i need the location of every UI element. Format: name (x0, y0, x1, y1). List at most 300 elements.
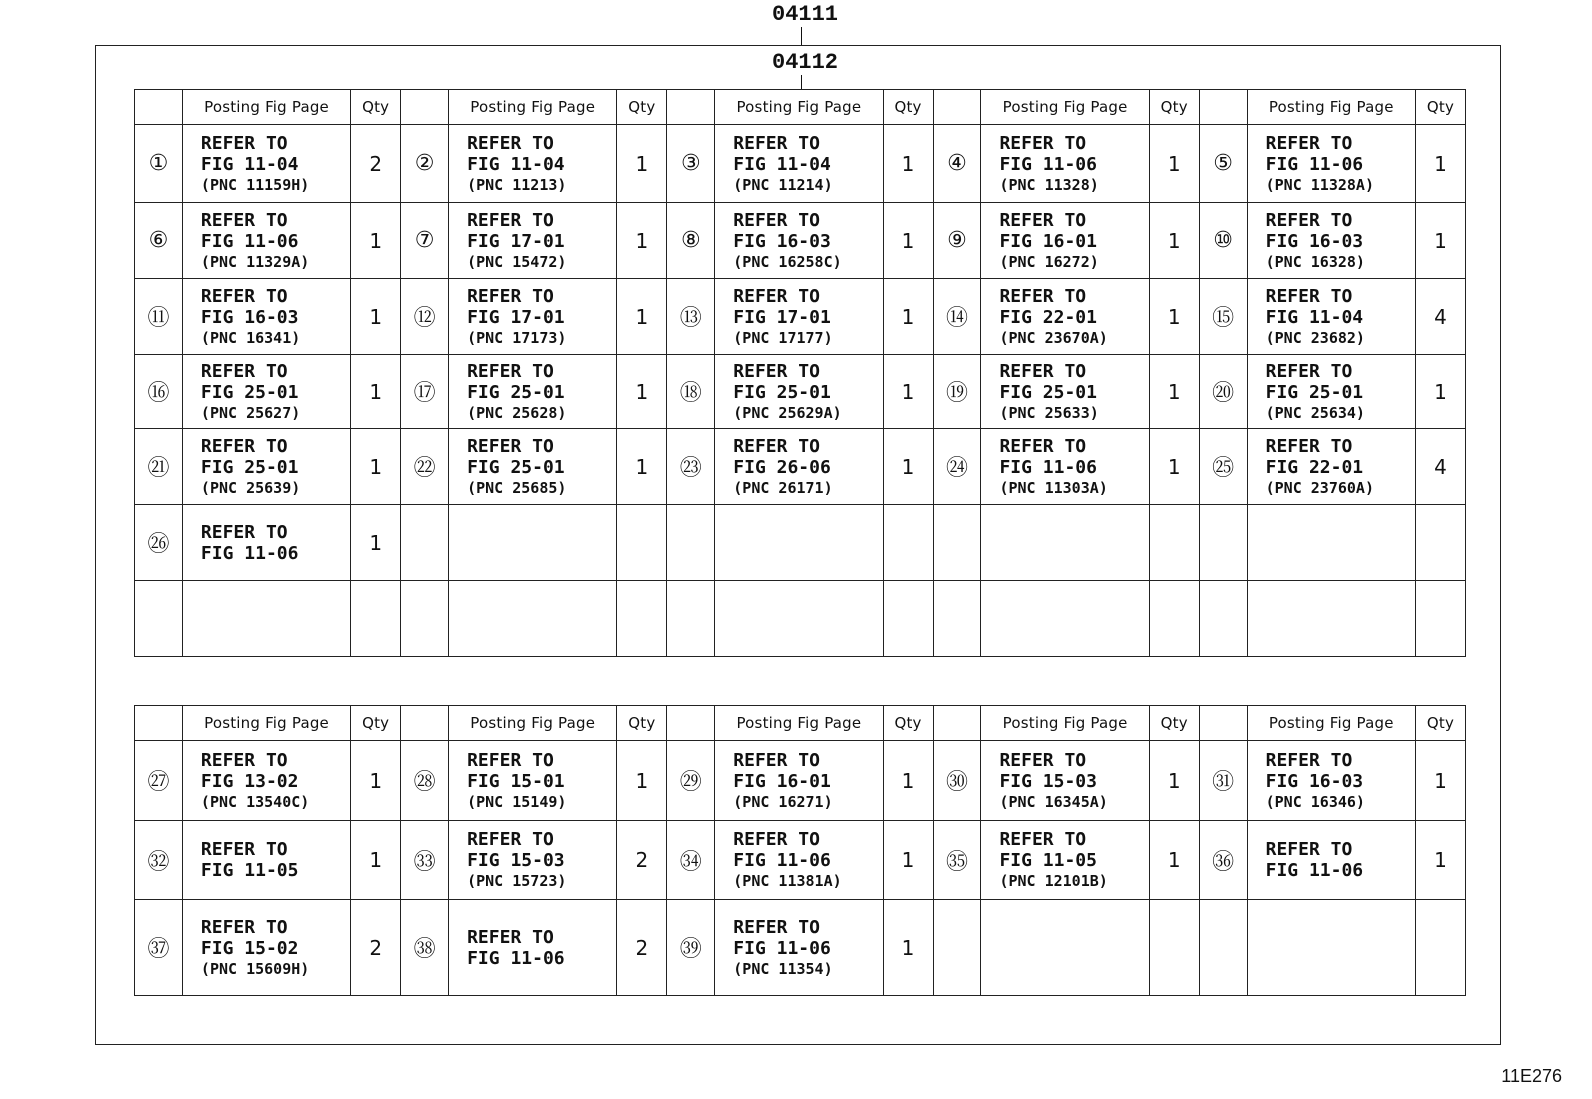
fig-page-text: FIG 17-01 (733, 306, 831, 328)
fig-reference-cell (449, 429, 617, 505)
qty-value: 1 (617, 279, 667, 355)
header-qty: Qty (1149, 706, 1199, 741)
fig-reference-cell (449, 741, 617, 821)
fig-page-text: FIG 25-01 (200, 381, 299, 403)
header-qty: Qty (883, 706, 933, 741)
pnc-text: (PNC 25685) (467, 478, 567, 497)
qty-value: 1 (1149, 741, 1199, 821)
header-qty: Qty (617, 90, 667, 125)
fig-reference-cell (182, 821, 350, 900)
qty-value: 1 (883, 429, 933, 505)
fig-page-text: FIG 25-01 (467, 381, 565, 403)
callout-number: ㉘ (401, 741, 449, 821)
qty-value: 1 (351, 429, 401, 505)
qty-value: 1 (351, 821, 401, 900)
fig-page-text: FIG 22-01 (999, 306, 1097, 328)
header-number-cell (135, 706, 183, 741)
refer-to-text: REFER TO (467, 926, 554, 948)
callout-number: ㉙ (667, 741, 715, 821)
pnc-text: (PNC 25629A) (733, 403, 842, 422)
qty-value: 1 (1149, 821, 1199, 900)
pnc-text: (PNC 15609H) (200, 959, 310, 978)
fig-reference-cell (182, 125, 350, 203)
qty-value: 1 (351, 279, 401, 355)
refer-to-text: REFER TO (1265, 749, 1353, 771)
fig-reference-cell (182, 429, 350, 505)
refer-to-text: REFER TO (1265, 285, 1353, 307)
callout-number: ⑲ (933, 355, 981, 429)
callout-number (1199, 505, 1247, 581)
callout-number: ㉚ (933, 741, 981, 821)
fig-reference-cell (981, 581, 1149, 657)
header-number-cell (401, 706, 449, 741)
callout-number: ㊳ (401, 900, 449, 996)
callout-number: ② (401, 125, 449, 203)
fig-reference-cell (182, 581, 350, 657)
fig-reference-cell (1247, 505, 1415, 581)
callout-number: ㉖ (135, 505, 183, 581)
fig-page-text: FIG 25-01 (1265, 381, 1364, 403)
pnc-text: (PNC 25639) (200, 478, 301, 497)
fig-reference-cell (182, 279, 350, 355)
callout-number: ③ (667, 125, 715, 203)
fig-page-text: FIG 11-04 (1265, 306, 1364, 328)
refer-to-text: REFER TO (467, 435, 554, 457)
fig-page-text: FIG 11-05 (200, 860, 299, 881)
callout-number (667, 505, 715, 581)
pnc-text: (PNC 11328) (999, 175, 1099, 194)
callout-number: ㉒ (401, 429, 449, 505)
fig-page-text: FIG 25-01 (467, 456, 565, 478)
qty-value (1149, 900, 1199, 996)
fig-reference-cell (715, 900, 883, 996)
callout-number: ㉗ (135, 741, 183, 821)
qty-value: 1 (1415, 821, 1465, 900)
fig-reference-cell (449, 279, 617, 355)
refer-to-text: REFER TO (999, 132, 1087, 154)
pnc-text: (PNC 23682) (1265, 328, 1365, 347)
pnc-text: (PNC 25634) (1265, 403, 1365, 422)
callout-number: ⑳ (1199, 355, 1247, 429)
fig-reference-cell (981, 355, 1149, 429)
qty-value: 2 (617, 821, 667, 900)
callout-number (1199, 581, 1247, 657)
pnc-text: (PNC 11303A) (999, 478, 1108, 497)
fig-reference-cell (1247, 125, 1415, 203)
refer-to-text: REFER TO (733, 435, 820, 457)
callout-number: ⑬ (667, 279, 715, 355)
fig-reference-cell (1247, 900, 1415, 996)
fig-reference-cell (715, 279, 883, 355)
header-qty: Qty (1149, 90, 1199, 125)
refer-to-text: REFER TO (733, 916, 820, 938)
refer-to-text: REFER TO (467, 132, 554, 154)
callout-number: ㉔ (933, 429, 981, 505)
fig-reference-cell (182, 741, 350, 821)
qty-value: 1 (883, 279, 933, 355)
refer-to-text: REFER TO (1265, 435, 1353, 457)
qty-value (1149, 581, 1199, 657)
qty-value: 1 (617, 203, 667, 279)
qty-value: 1 (351, 505, 401, 581)
fig-reference-cell (449, 821, 617, 900)
header-number-cell (1199, 90, 1247, 125)
fig-page-text: FIG 22-01 (1265, 456, 1364, 478)
fig-page-text: FIG 11-04 (200, 153, 299, 175)
table-row (135, 581, 1466, 657)
refer-to-text: REFER TO (1265, 360, 1353, 382)
qty-value: 1 (1149, 125, 1199, 203)
fig-page-text: FIG 15-03 (467, 850, 565, 871)
refer-to-text: REFER TO (467, 360, 554, 382)
qty-value (1415, 900, 1465, 996)
refer-to-text: REFER TO (733, 132, 820, 154)
qty-value (1149, 505, 1199, 581)
callout-number: ㉝ (401, 821, 449, 900)
header-posting-fig-page: Posting Fig Page (449, 90, 617, 125)
pnc-text: (PNC 16346) (1265, 792, 1365, 811)
fig-reference-cell (981, 505, 1149, 581)
callout-number (933, 900, 981, 996)
refer-to-text: REFER TO (467, 829, 554, 850)
qty-value: 1 (1415, 741, 1465, 821)
pnc-text: (PNC 11354) (733, 959, 833, 978)
callout-number: ⑤ (1199, 125, 1247, 203)
header-qty: Qty (1415, 706, 1465, 741)
qty-value: 1 (883, 900, 933, 996)
qty-value: 4 (1415, 279, 1465, 355)
callout-number: ⑰ (401, 355, 449, 429)
fig-page-text: FIG 11-06 (1265, 860, 1364, 881)
table-row (135, 741, 1466, 821)
fig-page-text: FIG 16-01 (999, 230, 1097, 252)
refer-to-text: REFER TO (200, 360, 288, 382)
qty-value: 1 (1149, 355, 1199, 429)
pnc-text: (PNC 25628) (467, 403, 567, 422)
header-posting-fig-page: Posting Fig Page (715, 706, 883, 741)
outer-assembly-number: 04111 (772, 2, 839, 27)
fig-reference-cell (715, 505, 883, 581)
qty-value: 1 (883, 203, 933, 279)
fig-page-text: FIG 11-06 (999, 456, 1097, 478)
qty-value: 1 (351, 355, 401, 429)
pnc-text: (PNC 16258C) (733, 252, 842, 271)
pnc-text: (PNC 25627) (200, 403, 301, 422)
fig-page-text: FIG 16-03 (200, 306, 299, 328)
callout-number: ⑮ (1199, 279, 1247, 355)
refer-to-text: REFER TO (733, 209, 820, 231)
fig-page-text: FIG 11-06 (999, 153, 1097, 175)
fig-page-text: FIG 11-04 (467, 153, 565, 175)
qty-value: 2 (351, 125, 401, 203)
pnc-text: (PNC 11381A) (733, 872, 842, 890)
qty-value: 1 (1149, 279, 1199, 355)
fig-reference-cell (1247, 203, 1415, 279)
pnc-text: (PNC 15149) (467, 792, 567, 811)
qty-value: 1 (617, 741, 667, 821)
header-qty: Qty (351, 90, 401, 125)
fig-page-text: FIG 25-01 (999, 381, 1097, 403)
fig-reference-cell (449, 203, 617, 279)
callout-number: ㉓ (667, 429, 715, 505)
fig-reference-cell (981, 125, 1149, 203)
fig-page-text: FIG 16-03 (1265, 230, 1364, 252)
header-number-cell (933, 90, 981, 125)
header-posting-fig-page: Posting Fig Page (715, 90, 883, 125)
fig-reference-cell (715, 741, 883, 821)
fig-page-text: FIG 25-01 (733, 381, 831, 403)
header-number-cell (1199, 706, 1247, 741)
header-qty: Qty (351, 706, 401, 741)
qty-value: 4 (1415, 429, 1465, 505)
header-number-cell (135, 90, 183, 125)
header-number-cell (933, 706, 981, 741)
table-row (135, 821, 1466, 900)
fig-reference-cell (449, 125, 617, 203)
fig-page-text: FIG 11-06 (467, 947, 565, 969)
fig-page-text: FIG 16-03 (1265, 770, 1364, 792)
header-posting-fig-page: Posting Fig Page (1247, 90, 1415, 125)
callout-number: ④ (933, 125, 981, 203)
fig-reference-cell (1247, 429, 1415, 505)
header-posting-fig-page: Posting Fig Page (981, 706, 1149, 741)
fig-reference-cell (449, 505, 617, 581)
callout-number: ⑩ (1199, 203, 1247, 279)
refer-to-text: REFER TO (733, 360, 820, 382)
pnc-text: (PNC 23760A) (1265, 478, 1374, 497)
callout-number: ㉕ (1199, 429, 1247, 505)
qty-value: 1 (883, 821, 933, 900)
pnc-text: (PNC 11214) (733, 175, 833, 194)
refer-to-text: REFER TO (1265, 839, 1353, 860)
header-posting-fig-page: Posting Fig Page (1247, 706, 1415, 741)
table-row (135, 900, 1466, 996)
refer-to-text: REFER TO (999, 829, 1087, 850)
parts-reference-table-2 (134, 705, 1466, 996)
fig-page-text: FIG 16-01 (733, 770, 831, 792)
qty-value: 1 (1415, 125, 1465, 203)
refer-to-text: REFER TO (200, 916, 288, 938)
header-qty: Qty (1415, 90, 1465, 125)
fig-page-text: FIG 25-01 (200, 456, 299, 478)
header-qty: Qty (883, 90, 933, 125)
refer-to-text: REFER TO (200, 839, 288, 860)
fig-reference-cell (981, 429, 1149, 505)
refer-to-text: REFER TO (733, 829, 820, 850)
pnc-text: (PNC 13540C) (200, 792, 310, 811)
qty-value: 1 (351, 203, 401, 279)
refer-to-text: REFER TO (200, 285, 288, 307)
fig-reference-cell (981, 741, 1149, 821)
pnc-text: (PNC 11328A) (1265, 175, 1374, 194)
table-row (135, 125, 1466, 203)
qty-value: 1 (1149, 203, 1199, 279)
callout-number: ⑦ (401, 203, 449, 279)
header-number-cell (667, 706, 715, 741)
fig-reference-cell (715, 429, 883, 505)
fig-reference-cell (182, 355, 350, 429)
pnc-text: (PNC 16328) (1265, 252, 1365, 271)
qty-value (883, 581, 933, 657)
outer-leader-line (801, 27, 802, 46)
refer-to-text: REFER TO (999, 285, 1087, 307)
fig-reference-cell (182, 900, 350, 996)
pnc-text: (PNC 11213) (467, 175, 567, 194)
callout-number: ⑪ (135, 279, 183, 355)
fig-page-text: FIG 11-04 (733, 153, 831, 175)
pnc-text: (PNC 16341) (200, 328, 301, 347)
qty-value: 1 (883, 125, 933, 203)
fig-page-text: FIG 11-06 (733, 850, 831, 871)
callout-number: ㉛ (1199, 741, 1247, 821)
refer-to-text: REFER TO (733, 285, 820, 307)
pnc-text: (PNC 17173) (467, 328, 567, 347)
fig-reference-cell (715, 355, 883, 429)
fig-reference-cell (981, 821, 1149, 900)
header-posting-fig-page: Posting Fig Page (182, 706, 350, 741)
callout-number: ⑨ (933, 203, 981, 279)
pnc-text: (PNC 26171) (733, 478, 833, 497)
fig-reference-cell (1247, 581, 1415, 657)
fig-reference-cell (715, 581, 883, 657)
refer-to-text: REFER TO (200, 521, 288, 543)
pnc-text: (PNC 15723) (467, 872, 567, 890)
refer-to-text: REFER TO (200, 749, 288, 771)
callout-number: ㉟ (933, 821, 981, 900)
fig-reference-cell (981, 279, 1149, 355)
fig-reference-cell (1247, 741, 1415, 821)
callout-number (667, 581, 715, 657)
header-number-cell (401, 90, 449, 125)
callout-number (401, 581, 449, 657)
pnc-text: (PNC 12101B) (999, 872, 1108, 890)
qty-value (617, 505, 667, 581)
refer-to-text: REFER TO (1265, 132, 1353, 154)
qty-value: 1 (351, 741, 401, 821)
parts-reference-table-1 (134, 89, 1466, 657)
qty-value: 1 (1415, 203, 1465, 279)
callout-number: ⑫ (401, 279, 449, 355)
table-row (135, 505, 1466, 581)
fig-page-text: FIG 11-06 (200, 230, 299, 252)
callout-number: ⑱ (667, 355, 715, 429)
fig-page-text: FIG 11-06 (733, 937, 831, 959)
callout-number: ⑭ (933, 279, 981, 355)
callout-number: ① (135, 125, 183, 203)
inner-leader-line (801, 75, 802, 90)
refer-to-text: REFER TO (467, 285, 554, 307)
qty-value (351, 581, 401, 657)
qty-value: 1 (617, 429, 667, 505)
refer-to-text: REFER TO (999, 209, 1087, 231)
pnc-text: (PNC 11329A) (200, 252, 310, 271)
fig-page-text: FIG 17-01 (467, 306, 565, 328)
callout-number: ㉑ (135, 429, 183, 505)
fig-reference-cell (1247, 821, 1415, 900)
header-number-cell (667, 90, 715, 125)
fig-reference-cell (1247, 279, 1415, 355)
pnc-text: (PNC 25633) (999, 403, 1099, 422)
refer-to-text: REFER TO (999, 360, 1087, 382)
header-posting-fig-page: Posting Fig Page (981, 90, 1149, 125)
refer-to-text: REFER TO (999, 749, 1087, 771)
refer-to-text: REFER TO (1265, 209, 1353, 231)
callout-number (933, 505, 981, 581)
fig-page-text: FIG 15-02 (200, 937, 299, 959)
fig-page-text: FIG 11-05 (999, 850, 1097, 871)
fig-page-text: FIG 15-01 (467, 770, 565, 792)
qty-value (1415, 581, 1465, 657)
pnc-text: (PNC 16272) (999, 252, 1099, 271)
table-row (135, 355, 1466, 429)
header-posting-fig-page: Posting Fig Page (449, 706, 617, 741)
qty-value: 1 (617, 125, 667, 203)
fig-page-text: FIG 13-02 (200, 770, 299, 792)
qty-value: 2 (351, 900, 401, 996)
table-header-row (135, 706, 1466, 741)
qty-value (883, 505, 933, 581)
refer-to-text: REFER TO (200, 132, 288, 154)
refer-to-text: REFER TO (733, 749, 820, 771)
fig-page-text: FIG 11-06 (200, 542, 299, 564)
pnc-text: (PNC 11159H) (200, 175, 310, 194)
callout-number: ㊲ (135, 900, 183, 996)
fig-page-text: FIG 17-01 (467, 230, 565, 252)
fig-reference-cell (449, 355, 617, 429)
qty-value: 1 (617, 355, 667, 429)
callout-number (401, 505, 449, 581)
callout-number: ㊴ (667, 900, 715, 996)
qty-value: 2 (617, 900, 667, 996)
table-row (135, 279, 1466, 355)
fig-page-text: FIG 16-03 (733, 230, 831, 252)
qty-value (1415, 505, 1465, 581)
table-row (135, 203, 1466, 279)
fig-reference-cell (449, 581, 617, 657)
callout-number: ㊱ (1199, 821, 1247, 900)
callout-number: ⑯ (135, 355, 183, 429)
fig-reference-cell (449, 900, 617, 996)
callout-number: ㉞ (667, 821, 715, 900)
refer-to-text: REFER TO (200, 435, 288, 457)
fig-page-text: FIG 26-06 (733, 456, 831, 478)
callout-number: ⑥ (135, 203, 183, 279)
callout-number (135, 581, 183, 657)
fig-page-text: FIG 15-03 (999, 770, 1097, 792)
fig-page-text: FIG 11-06 (1265, 153, 1364, 175)
table-row (135, 429, 1466, 505)
refer-to-text: REFER TO (467, 749, 554, 771)
fig-reference-cell (715, 125, 883, 203)
qty-value (617, 581, 667, 657)
qty-value: 1 (1415, 355, 1465, 429)
callout-number: ⑧ (667, 203, 715, 279)
table-header-row (135, 90, 1466, 125)
refer-to-text: REFER TO (467, 209, 554, 231)
callout-number (1199, 900, 1247, 996)
inner-assembly-number: 04112 (772, 50, 839, 75)
refer-to-text: REFER TO (999, 435, 1087, 457)
qty-value: 1 (883, 355, 933, 429)
refer-to-text: REFER TO (200, 209, 288, 231)
fig-reference-cell (715, 203, 883, 279)
fig-reference-cell (981, 900, 1149, 996)
header-posting-fig-page: Posting Fig Page (182, 90, 350, 125)
pnc-text: (PNC 15472) (467, 252, 567, 271)
fig-reference-cell (715, 821, 883, 900)
qty-value: 1 (1149, 429, 1199, 505)
fig-reference-cell (981, 203, 1149, 279)
